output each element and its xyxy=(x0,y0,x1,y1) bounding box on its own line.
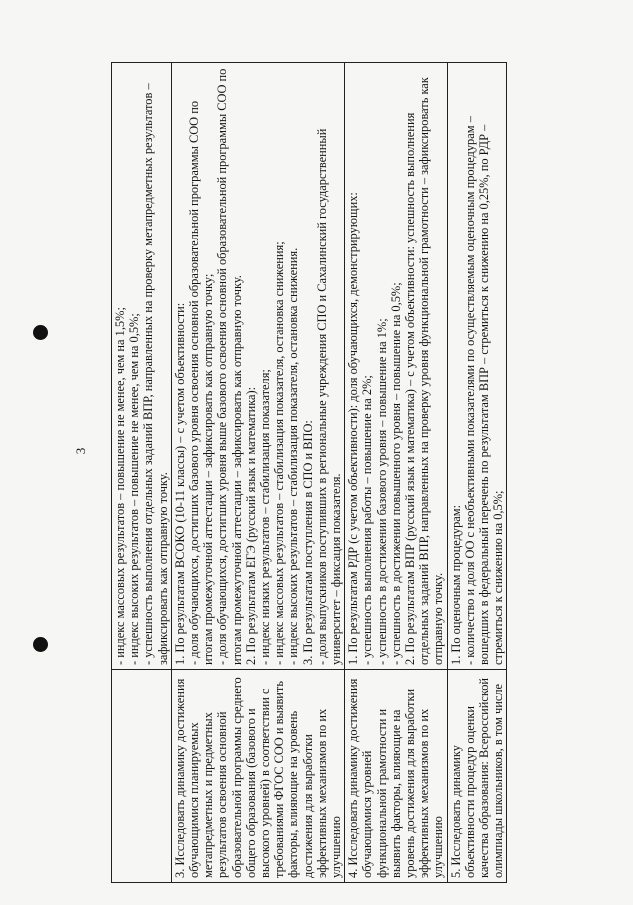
goals-table xyxy=(111,62,507,883)
rotated-table-wrapper xyxy=(111,63,621,883)
indicator-line: - доля обучающихся, достигших базового уровня освоения основной образовательной программы СОО по итогам промежуточной аттестации – зафиксировать как отправную точку; xyxy=(187,100,216,665)
page-number: 3 xyxy=(73,447,88,455)
table-row xyxy=(112,63,172,883)
indicator-line: - индекс низких результатов – стабилизация показателя; xyxy=(258,369,273,665)
task-cell: 3. Исследовать динамику достижения обучающимися планируемых метапредметных и предметных результатов освоения основной образовательной программы среднего общего образования (базового и высокого уровней) в соответствии с требованиями ФГОС СОО и выявить факторы, влияющие на уровень достижения для выработки эффективных механизмов по их улучшению xyxy=(171,670,344,883)
task-cell xyxy=(112,670,172,883)
indicator-line: - индекс высоких результатов – стабилизация показателя, остановка снижения. xyxy=(286,247,301,665)
indicator-line: - успешность в достижении повышенного уровня – повышение на 0,5%; xyxy=(388,282,403,665)
indicator-cell xyxy=(171,63,344,670)
indicator-line: - доля обучающихся, достигших уровня выше базового освоения основной образовательной программы СОО по итогам промежуточной аттестации – зафиксировать как отправную точку. xyxy=(215,68,244,665)
indicator-line: - успешность выполнения отдельных заданий ВПР, направленных на проверку метапредметных результатов – зафиксировать как отправную точку. xyxy=(141,83,170,665)
indicator-line: - индекс массовых результатов – повышение не менее, чем на 1,5%; xyxy=(113,307,127,665)
punch-hole xyxy=(33,325,48,340)
indicator-line: 3. По результатам поступления в СПО и ВПО: xyxy=(300,420,315,665)
punch-hole xyxy=(33,637,48,652)
indicator-line: - индекс массовых результатов – стабилизация показателя, остановка снижения; xyxy=(272,241,287,665)
task-cell: 4. Исследовать динамику достижения обучающимися уровней функциональной грамотности и выявить факторы, влияющие на уровень достижения для выработки эффективных механизмов по их улучшению xyxy=(345,670,447,883)
indicator-cell xyxy=(447,63,507,670)
table-row xyxy=(171,63,344,883)
indicator-line: 1. По результатам ВСОКО (10-11 классы) – с учетом объективности: xyxy=(172,302,187,665)
indicator-cell xyxy=(112,63,172,670)
indicator-line: - количество и доля ОО с необъективными показателями по осуществляемым оценочным процедурам – вошедших в федеральный перечень по результатам ВПР – стремиться к снижению на 0,25%, по РДР – стремиться к снижению на 0,5%; xyxy=(462,116,506,665)
indicator-line: - доля выпускников поступивших в региональные учреждения СПО и Сахалинский государственный университет – фиксация показателя. xyxy=(314,128,344,665)
table-row xyxy=(447,63,507,883)
task-cell: 5. Исследовать динамику объективности процедур оценки качества образования: Всероссийской олимпиады школьников, в том числе xyxy=(447,670,507,883)
indicator-line: 2. По результатам ВПР (русский язык и математика) – с учетом объективности: успешность выполнения отдельных заданий ВПР, направленных на проверку уровня функциональной грамотности – зафиксировать как отправную точку. xyxy=(403,77,446,665)
indicator-cell xyxy=(345,63,447,670)
indicator-line: - индекс высоких результатов – повышение не менее, чем на 0,5%; xyxy=(127,313,142,665)
indicator-line: 2. По результатам ЕГЭ (русский язык и математика): xyxy=(243,386,258,665)
table-row xyxy=(345,63,447,883)
indicator-line: - успешность в достижении базового уровня – повышение на 1%; xyxy=(374,318,389,665)
indicator-line: - успешность выполнения работы – повышение на 2%; xyxy=(360,375,375,665)
indicator-line: 1. По результатам РДР (с учетом объективности): доля обучающихся, демонстрирующих: xyxy=(346,192,361,665)
indicator-line: 1. По оценочным процедурам: xyxy=(448,504,463,665)
